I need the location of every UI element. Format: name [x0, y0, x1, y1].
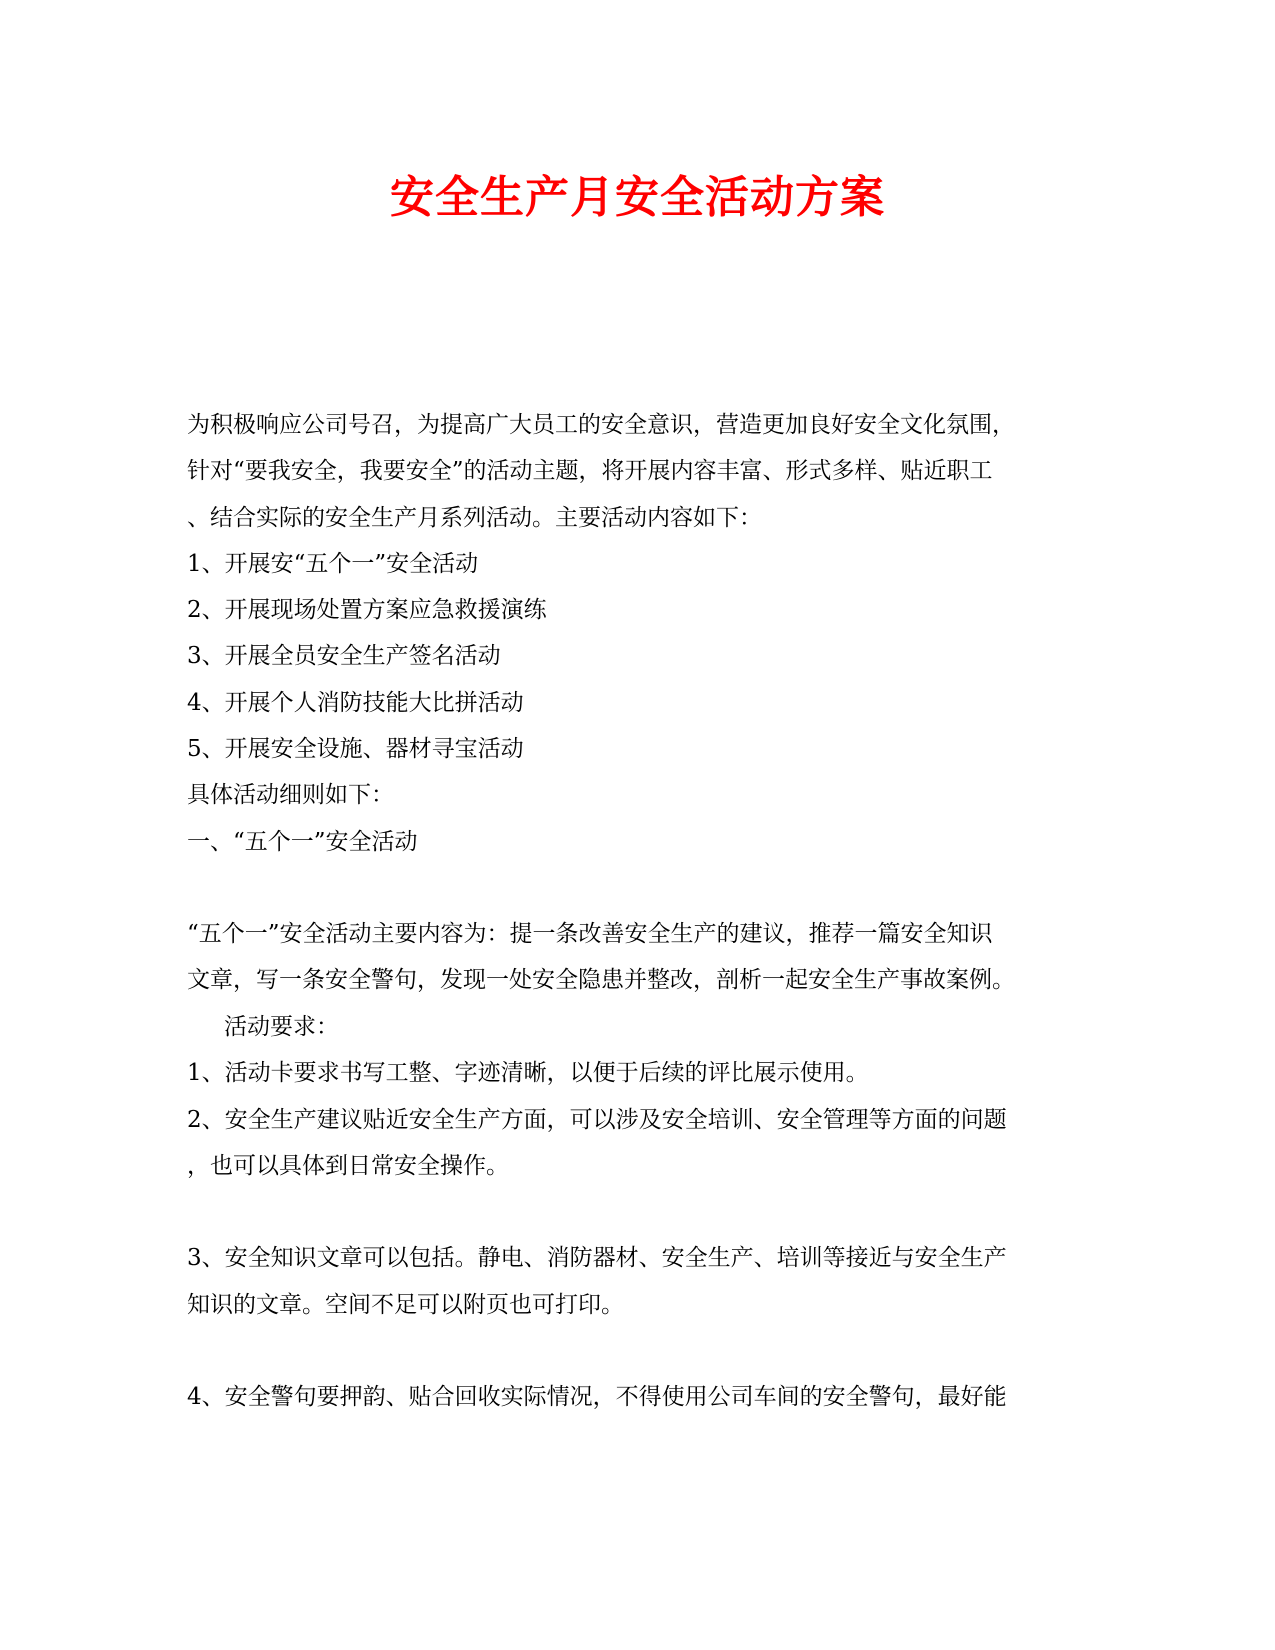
section-heading: 一、“五个一”安全活动 — [187, 829, 418, 855]
requirement-2-line-2: ，也可以具体到日常安全操作。 — [187, 1153, 509, 1179]
activity-item-5: 5、开展安全设施、器材寻宝活动 — [187, 736, 524, 762]
requirement-4-line-1: 4、安全警句要押韵、贴合回收实际情况，不得使用公司车间的安全警句，最好能 — [187, 1384, 1007, 1410]
activity-item-1: 1、开展安“五个一”安全活动 — [187, 551, 479, 577]
details-heading: 具体活动细则如下： — [187, 782, 394, 808]
section-content-line-2: 文章，写一条安全警句，发现一处安全隐患并整改，剖析一起安全生产事故案例。 — [187, 967, 1015, 993]
requirements-heading: 活动要求： — [224, 1014, 339, 1040]
activity-item-2: 2、开展现场处置方案应急救援演练 — [187, 597, 547, 623]
requirement-3-line-1: 3、安全知识文章可以包括。静电、消防器材、安全生产、培训等接近与安全生产 — [187, 1245, 1007, 1271]
activity-item-3: 3、开展全员安全生产签名活动 — [187, 643, 501, 669]
requirement-3-line-2: 知识的文章。空间不足可以附页也可打印。 — [187, 1292, 624, 1318]
intro-line-3: 、结合实际的安全生产月系列活动。主要活动内容如下： — [187, 505, 762, 531]
requirement-2-line-1: 2、安全生产建议贴近安全生产方面，可以涉及安全培训、安全管理等方面的问题 — [187, 1107, 1007, 1133]
document-title: 安全生产月安全活动方案 — [390, 172, 885, 223]
section-content-line-1: “五个一”安全活动主要内容为：提一条改善安全生产的建议，推荐一篇安全知识 — [187, 921, 993, 947]
intro-line-2: 针对“要我安全，我要安全”的活动主题，将开展内容丰富、形式多样、贴近职工 — [187, 458, 993, 484]
intro-line-1: 为积极响应公司号召，为提高广大员工的安全意识，营造更加良好安全文化氛围， — [187, 412, 1015, 438]
requirement-1: 1、活动卡要求书写工整、字迹清晰，以便于后续的评比展示使用。 — [187, 1060, 869, 1086]
activity-item-4: 4、开展个人消防技能大比拼活动 — [187, 690, 524, 716]
